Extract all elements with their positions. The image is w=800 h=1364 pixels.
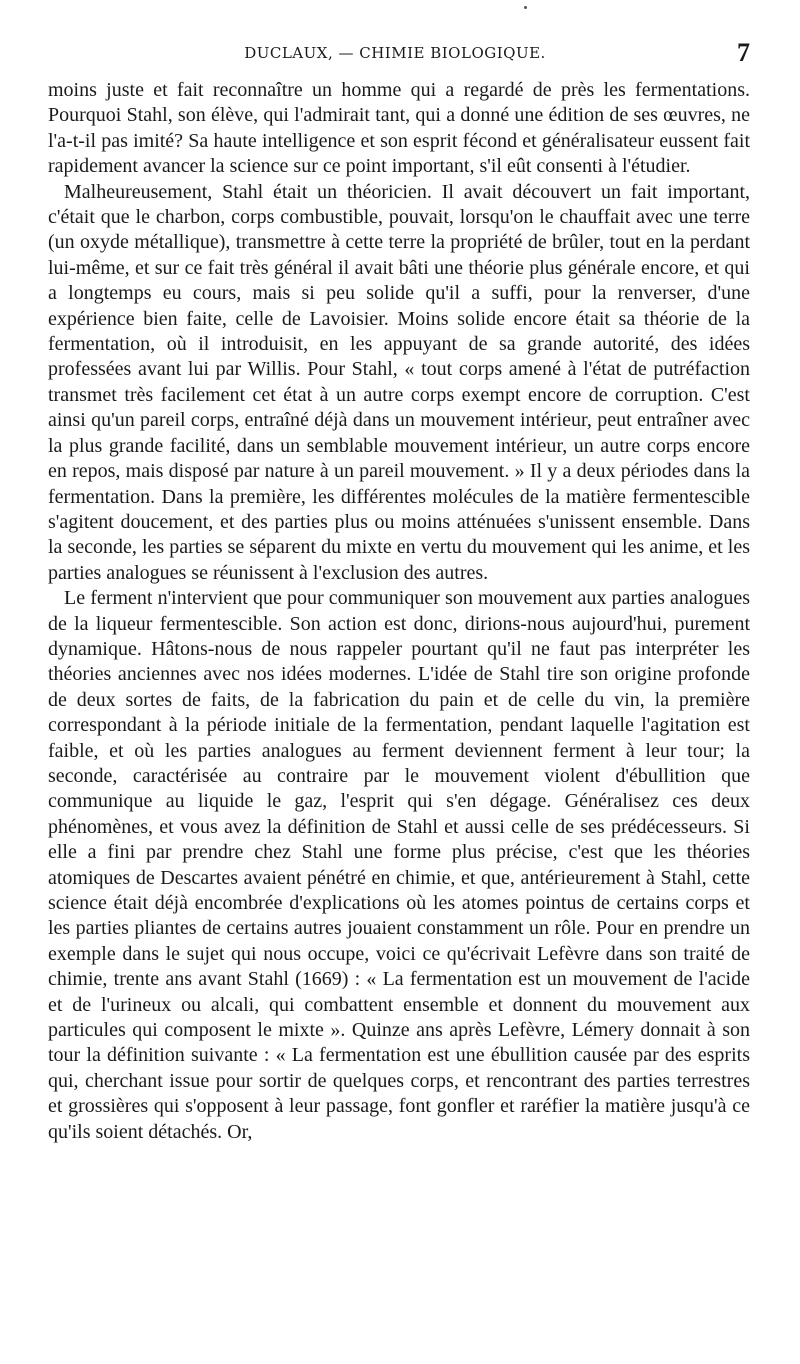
print-speck	[524, 6, 527, 9]
paragraph-ferment: Le ferment n'intervient que pour communiquer son mouvement aux parties analogues de la liqueur fermentescible. Son action est donc, dirions-nous aujourd'hui, purement dynamique. Hâtons-nous de nous rappeler pourtant qu'il ne faut pas interpréter les théories anciennes avec nos idées modernes. L'idée de Stahl tire son origine profonde de deux sortes de faits, de la fabrication du pain et de celle du vin, la première correspondant à la période initiale de la fermentation, pendant laquelle l'agitation est faible, et où les parties analogues au ferment deviennent ferment à leur tour; la seconde, caractérisée au contraire par le mouvement violent d'ébullition que communique au liquide le gaz, l'esprit qui s'en dégage. Généralisez ces deux phénomènes, et vous avez la définition de Stahl et aussi celle de ses prédécesseurs. Si elle a fini par prendre chez Stahl une forme plus précise, c'est que les théories atomiques de Descartes avaient pénétré en chimie, et que, antérieurement à Stahl, cette science était déjà encombrée d'explications où les atomes pointus de certains corps et les parties pliantes de certains autres jouaient constamment un rôle. Pour en prendre un exemple dans le sujet qui nous occupe, voici ce qu'écrivait Lefèvre dans son traité de chimie, trente ans avant Stahl (1669) : « La fermentation est un mouvement de l'acide et de l'urineux ou alcali, qui combattent ensemble et donnent du mouvement aux particules qui composent le mixte ». Quinze ans après Lefèvre, Lémery donnait à son tour la définition suivante : « La fermentation est une ébullition causée par des esprits qui, cherchant issue pour sortir de quelques corps, et rencontrant des parties terrestres et grossières qui s'opposent à leur passage, font gonfler et raréfier la matière jusqu'à ce qu'ils soient détachés. Or,	[48, 587, 750, 1143]
paragraph-stahl-theory: Malheureusement, Stahl était un théoricien. Il avait découvert un fait important, c'était que le charbon, corps combustible, pouvait, lorsqu'on le chauffait avec une terre (un oxyde métallique), transmettre à cette terre la propriété de brûler, tout en la perdant lui-même, et sur ce fait très général il avait bâti une théorie plus générale encore, et qui a longtemps eu cours, mais si peu solide qu'il a suffi, pour la renverser, d'une expérience bien faite, celle de Lavoisier. Moins solide encore était sa théorie de la fermentation, où il introduisit, en les appuyant de sa grande autorité, des idées professées avant lui par Willis. Pour Stahl, « tout corps amené à l'état de putréfaction transmet très facilement cet état à un autre corps exempt encore de corruption. C'est ainsi qu'un pareil corps, entraîné déjà dans un mouvement intérieur, peut entraîner avec la plus grande facilité, dans un semblable mouvement intérieur, un autre corps encore en repos, mais disposé par nature à un pareil mouvement. » Il y a deux périodes dans la fermentation. Dans la première, les différentes molécules de la matière fermentescible s'agitent doucement, et des parties plus ou moins atténuées s'unissent ensemble. Dans la seconde, les parties se séparent du mixte en vertu du mouvement qui les anime, et les parties analogues se réunissent à l'exclusion des autres.	[48, 180, 750, 584]
running-title: DUCLAUX, — CHIMIE BIOLOGIQUE.	[244, 44, 546, 62]
paragraph-continuation: moins juste et fait reconnaître un homme qui a regardé de près les fermentations. Pourquoi Stahl, son élève, qui l'admirait tant, qui a donné une édition de ses œuvres, ne l'a-t-il pas imité? Sa haute intelligence et son esprit fécond et généralisateur eussent fait rapidement avancer la science sur ce point important, s'il eût consenti à l'étudier.	[48, 79, 750, 178]
body-text	[48, 78, 750, 1145]
page-number: 7	[737, 38, 750, 67]
page-header	[40, 38, 750, 68]
